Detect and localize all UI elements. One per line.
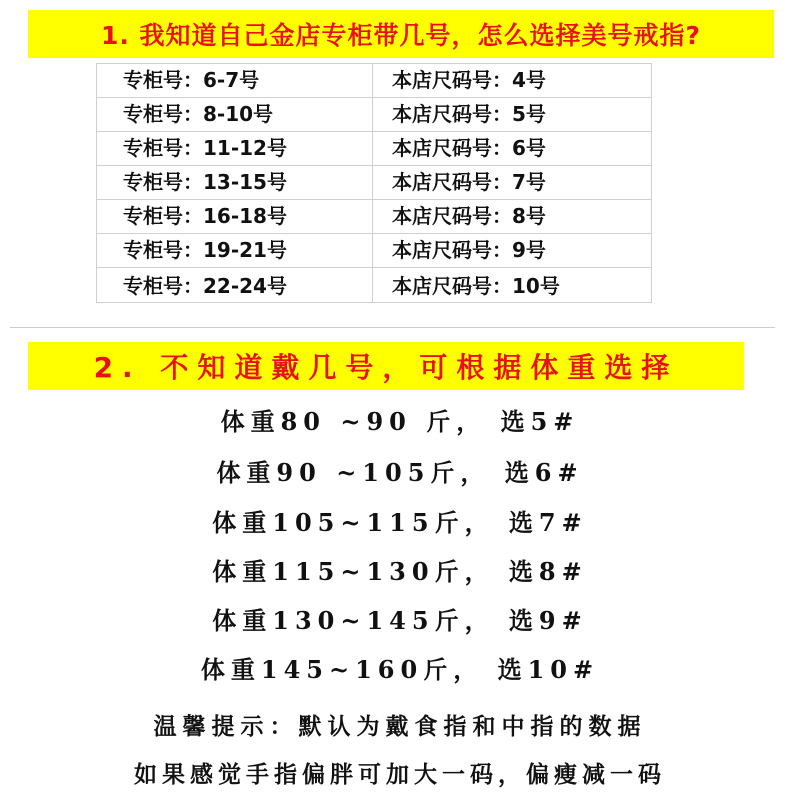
section-divider bbox=[10, 327, 775, 328]
table-row bbox=[97, 132, 651, 166]
section1-title: 1. 我知道自己金店专柜带几号，怎么选择美号戒指? bbox=[100, 21, 702, 50]
weight-rule-line: 体重130~145斤， 选9# bbox=[212, 606, 588, 635]
table-row bbox=[97, 200, 651, 234]
counter-size-cell: 专柜号：19-21号 bbox=[123, 238, 287, 262]
weight-rule-line: 体重115~130斤， 选8# bbox=[212, 557, 588, 586]
counter-size-cell: 专柜号：6-7号 bbox=[123, 68, 260, 92]
section2-title-banner bbox=[28, 342, 744, 390]
store-size-cell: 本店尺码号：8号 bbox=[392, 204, 546, 228]
store-size-cell: 本店尺码号：5号 bbox=[392, 102, 546, 126]
weight-rule-line: 体重105~115斤， 选7# bbox=[212, 508, 588, 537]
size-conversion-table bbox=[96, 63, 652, 303]
store-size-cell: 本店尺码号：7号 bbox=[392, 170, 546, 194]
tip-size-adjustment: 如果感觉手指偏胖可加大一码，偏瘦减一码 bbox=[134, 761, 666, 788]
table-row bbox=[97, 268, 651, 304]
table-row bbox=[97, 98, 651, 132]
store-size-cell: 本店尺码号：6号 bbox=[392, 136, 546, 160]
tip-default-fingers: 温馨提示：默认为戴食指和中指的数据 bbox=[153, 713, 647, 740]
table-row bbox=[97, 64, 651, 98]
counter-size-cell: 专柜号：8-10号 bbox=[123, 102, 274, 126]
counter-size-cell: 专柜号：13-15号 bbox=[123, 170, 287, 194]
store-size-cell: 本店尺码号：4号 bbox=[392, 68, 546, 92]
table-row bbox=[97, 234, 651, 268]
table-row bbox=[97, 166, 651, 200]
counter-size-cell: 专柜号：16-18号 bbox=[123, 204, 287, 228]
weight-rule-line: 体重80 ~90 斤， 选5# bbox=[220, 407, 580, 436]
section1-title-banner bbox=[28, 10, 774, 58]
weight-rule-line: 体重90 ~105斤， 选6# bbox=[216, 458, 584, 487]
section2-title: 2. 不知道戴几号，可根据体重选择 bbox=[93, 351, 679, 384]
counter-size-cell: 专柜号：11-12号 bbox=[123, 136, 287, 160]
weight-rule-line: 体重145~160斤， 选10# bbox=[200, 655, 600, 684]
store-size-cell: 本店尺码号：10号 bbox=[392, 274, 560, 298]
store-size-cell: 本店尺码号：9号 bbox=[392, 238, 546, 262]
counter-size-cell: 专柜号：22-24号 bbox=[123, 274, 287, 298]
